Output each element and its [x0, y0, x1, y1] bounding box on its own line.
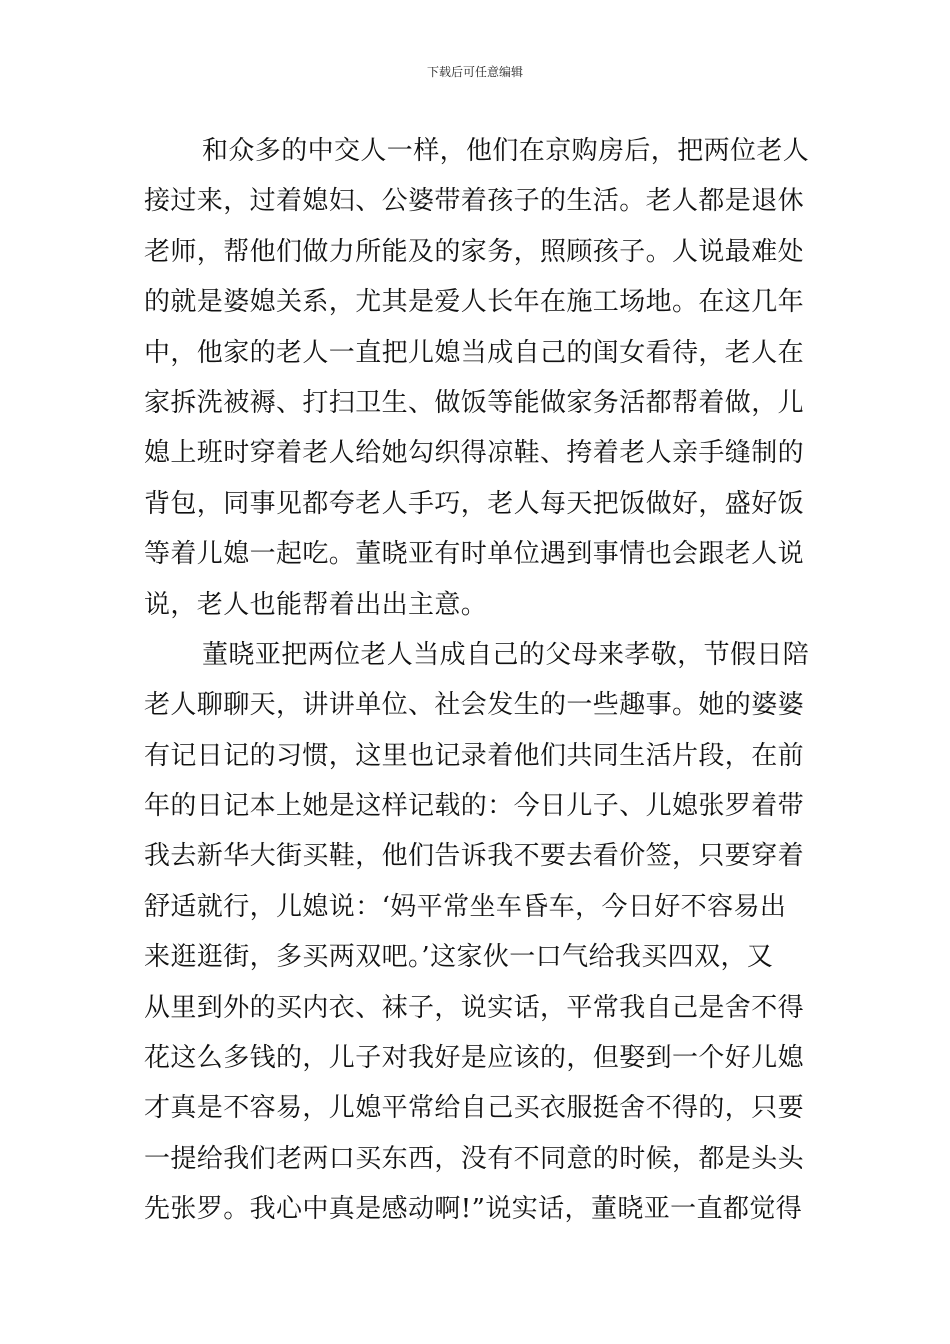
text-line: 从里到外的买内衣、袜子，说实话，平常我自己是舍不得 [144, 992, 805, 1023]
text-line: 来逛逛街，多买两双吧。’这家伙一口气给我买四双，又 [144, 942, 774, 973]
text-line: 接过来，过着媳妇、公婆带着孩子的生活。老人都是退休 [144, 186, 805, 217]
text-line: 花这么多钱的，儿子对我好是应该的，但娶到一个好儿媳 [144, 1043, 805, 1074]
text-line: 董晓亚把两位老人当成自己的父母来孝敬，节假日陪 [202, 639, 810, 670]
text-line: 说，老人也能帮着出出主意。 [144, 589, 488, 620]
text-line: 的就是婆媳关系，尤其是爱人长年在施工场地。在这几年 [144, 287, 805, 318]
text-line: 老师，帮他们做力所能及的家务，照顾孩子。人说最难处 [144, 236, 805, 267]
text-line: 媳上班时穿着老人给她勾织得凉鞋、挎着老人亲手缝制的 [144, 438, 805, 469]
paragraph-1 [144, 126, 808, 630]
text-line: 中，他家的老人一直把儿媳当成自己的闺女看待，老人在 [144, 337, 805, 368]
body-text [144, 126, 808, 1235]
text-line: 背包，同事见都夸老人手巧，老人每天把饭做好，盛好饭 [144, 488, 805, 519]
text-line: 我去新华大街买鞋，他们告诉我不要去看价签，只要穿着 [144, 841, 805, 872]
text-line: 和众多的中交人一样，他们在京购房后，把两位老人 [202, 136, 810, 166]
paragraph-2 [144, 630, 808, 1235]
text-line: 年的日记本上她是这样记载的：今日儿子、儿媳张罗着带 [144, 791, 805, 822]
text-line: 一提给我们老两口买东西，没有不同意的时候，都是头头 [144, 1143, 805, 1174]
text-line: 老人聊聊天，讲讲单位、社会发生的一些趣事。她的婆婆 [144, 690, 805, 721]
text-line: 先张罗。我心中真是感动啊!”说实话，董晓亚一直都觉得 [144, 1194, 803, 1225]
text-line: 舒适就行，儿媳说：‘妈平常坐车昏车，今日好不容易出 [144, 891, 787, 922]
page-header: 下载后可任意编辑 [426, 65, 523, 79]
text-line: 有记日记的习惯，这里也记录着他们共同生活片段，在前 [144, 740, 805, 771]
text-line: 家拆洗被褥、打扫卫生、做饭等能做家务活都帮着做，儿 [144, 387, 805, 418]
text-line: 才真是不容易，儿媳平常给自己买衣服挺舍不得的，只要 [144, 1093, 805, 1124]
text-line: 等着儿媳一起吃。董晓亚有时单位遇到事情也会跟老人说 [144, 539, 805, 570]
